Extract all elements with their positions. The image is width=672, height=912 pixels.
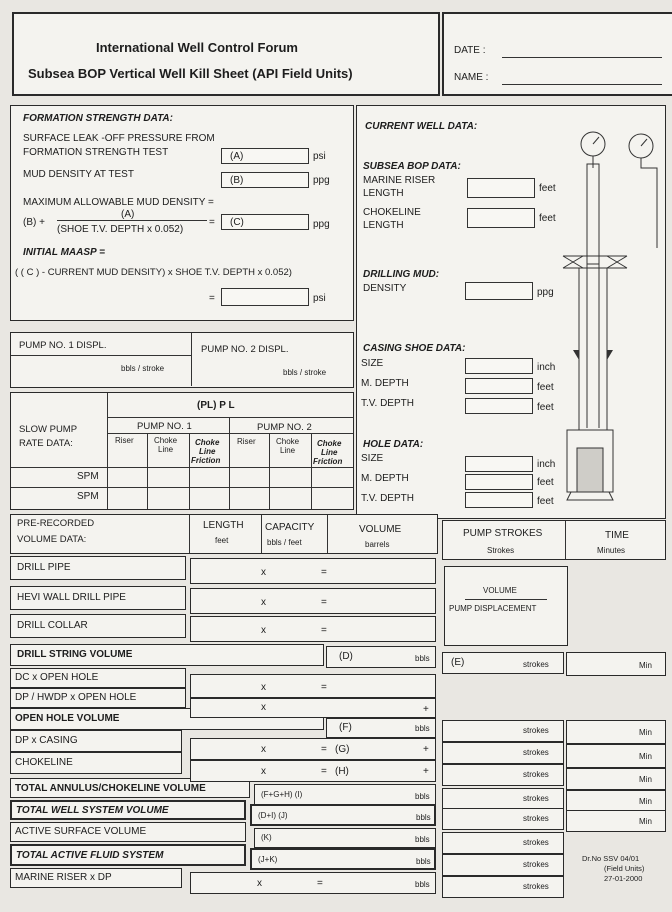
capacity-unit: bbls / feet — [267, 538, 302, 547]
row-hwdp: HEVI WALL DRILL PIPE — [10, 586, 186, 610]
equals-sign-2: = — [209, 293, 215, 304]
strokes-5[interactable]: strokes — [442, 808, 564, 830]
leak-off-pressure-input[interactable]: (A) — [221, 148, 309, 164]
form-title: International Well Control Forum — [96, 40, 298, 55]
feet-unit: feet — [539, 183, 556, 194]
name-line[interactable] — [502, 84, 662, 85]
hole-size-input[interactable] — [465, 456, 533, 472]
calc-active-surface[interactable]: (K) bbls — [254, 828, 436, 848]
line-col-2: Line — [280, 446, 296, 455]
calc-chokeline[interactable]: x = (H) + — [190, 760, 436, 782]
calc-drill-string-volume[interactable]: (D) bbls — [326, 646, 436, 668]
drilling-mud-title: DRILLING MUD: — [363, 269, 440, 280]
date-label: DATE : — [454, 45, 486, 56]
mamd-label: MAXIMUM ALLOWABLE MUD DENSITY = — [23, 197, 214, 208]
pump1-unit[interactable]: bbls / stroke — [121, 364, 165, 373]
casing-mdepth-input[interactable] — [465, 378, 533, 394]
slow-pump-label-1: SLOW PUMP — [19, 424, 78, 435]
min-2[interactable]: Min — [566, 744, 666, 768]
pre-recorded-label-2: VOLUME DATA: — [17, 534, 87, 545]
calc-marine-riser-dp[interactable]: x = bbls — [190, 872, 436, 894]
slop-label-1: SURFACE LEAK -OFF PRESSURE FROM — [23, 133, 215, 144]
casing-tvdepth-label: T.V. DEPTH — [361, 398, 414, 409]
time-header: TIME — [605, 530, 629, 541]
calc-dp-open-hole[interactable]: x + — [190, 698, 436, 718]
formation-strength-section — [10, 105, 354, 321]
spm-row-1: SPM — [77, 471, 99, 482]
volume-header: VOLUME — [359, 524, 402, 535]
pre-recorded-label-1: PRE-RECORDED — [17, 518, 95, 529]
row-marine-riser-dp: MARINE RISER x DP — [10, 868, 182, 888]
maasp-input[interactable] — [221, 288, 309, 306]
choke-col-2: Choke — [276, 437, 300, 446]
row-drill-collar: DRILL COLLAR — [10, 614, 186, 638]
riser-col-1: Riser — [115, 436, 134, 445]
calc-drill-pipe[interactable]: x = — [190, 558, 436, 584]
strokes-7[interactable]: strokes — [442, 854, 564, 876]
capacity-header: CAPACITY — [265, 522, 315, 533]
maasp-label: INITIAL MAASP = — [23, 247, 105, 258]
density-input[interactable] — [465, 282, 533, 300]
a-numerator: (A) — [121, 209, 135, 220]
well-schematic-diagram — [553, 128, 669, 508]
hole-tvdepth-label: T.V. DEPTH — [361, 493, 414, 504]
date-name-box — [442, 12, 672, 96]
pre-recorded-header — [10, 514, 438, 554]
hole-size-label: SIZE — [361, 453, 384, 464]
calc-total-well-system[interactable]: (D+I) (J) bbls — [250, 804, 436, 826]
choke-col-1: Choke — [154, 436, 178, 445]
pump-displacement-section — [10, 332, 354, 388]
choke-friction-2a: Choke — [317, 439, 342, 448]
vol-numerator: VOLUME — [483, 586, 517, 595]
row-dc-open-hole: DC x OPEN HOLE — [10, 668, 186, 688]
riser-label-1: MARINE RISER — [363, 175, 436, 186]
feet-unit-3: feet — [537, 382, 554, 393]
date-line[interactable] — [502, 57, 662, 58]
row-open-hole-volume: OPEN HOLE VOLUME — [10, 708, 324, 730]
shoe-divisor: (SHOE T.V. DEPTH x 0.052) — [57, 224, 184, 235]
casing-size-input[interactable] — [465, 358, 533, 374]
casing-shoe-title: CASING SHOE DATA: — [363, 343, 466, 354]
calc-total-active-fluid[interactable]: (J+K) bbls — [250, 848, 436, 870]
min-4[interactable]: Min — [566, 790, 666, 812]
strokes-unit: Strokes — [487, 546, 515, 555]
strokes-2[interactable]: strokes — [442, 742, 564, 764]
calc-hwdp[interactable]: x = — [190, 588, 436, 614]
slow-pump-label-2: RATE DATA: — [19, 438, 73, 449]
min-3[interactable]: Min — [566, 768, 666, 790]
ppg-unit-2: ppg — [313, 219, 330, 230]
pump2-displ-label: PUMP NO. 2 DISPL. — [201, 344, 289, 355]
calc-total-annulus[interactable]: (F+G+H) (I) bbls — [254, 784, 436, 806]
choke-friction-2c: Friction — [313, 457, 343, 466]
length-header: LENGTH — [203, 520, 244, 531]
psi-unit: psi — [313, 151, 326, 162]
hole-tvdepth-input[interactable] — [465, 492, 533, 508]
inch-unit-2: inch — [537, 459, 556, 470]
form-subtitle: Subsea BOP Vertical Well Kill Sheet (API Field Units) — [28, 66, 353, 81]
min-5[interactable]: Min — [566, 810, 666, 832]
strokes-6[interactable]: strokes — [442, 832, 564, 854]
strokes-e[interactable]: (E) strokes — [442, 652, 564, 674]
choke-friction-1c: Friction — [191, 456, 221, 465]
calc-dp-casing[interactable]: x = (G) + — [190, 738, 436, 760]
density-label: DENSITY — [363, 283, 407, 294]
strokes-time-header — [442, 520, 666, 560]
riser-length-input[interactable] — [467, 178, 535, 198]
row-drill-pipe: DRILL PIPE — [10, 556, 186, 580]
row-drill-string-volume: DRILL STRING VOLUME — [10, 644, 324, 666]
strokes-1[interactable]: strokes — [442, 720, 564, 742]
calc-drill-collar[interactable]: x = — [190, 616, 436, 642]
choke-friction-1a: Choke — [195, 438, 220, 447]
row-dp-casing: DP x CASING — [10, 730, 182, 752]
row-active-surface: ACTIVE SURFACE VOLUME — [10, 822, 246, 842]
min-e[interactable]: Min — [566, 652, 666, 676]
calc-dc-open-hole[interactable]: x = — [190, 674, 436, 698]
length-unit: feet — [215, 536, 229, 545]
slop-label-2: FORMATION STRENGTH TEST — [23, 147, 169, 158]
mud-density-input[interactable]: (B) — [221, 172, 309, 188]
feet-unit-5: feet — [537, 477, 554, 488]
inch-unit: inch — [537, 362, 556, 373]
pump-strokes-header: PUMP STROKES — [463, 528, 543, 539]
b-plus: (B) + — [23, 217, 45, 228]
row-dp-open-hole: DP / HWDP x OPEN HOLE — [10, 688, 186, 708]
row-total-annulus: TOTAL ANNULUS/CHOKELINE VOLUME — [10, 778, 250, 798]
hole-mdepth-label: M. DEPTH — [361, 473, 409, 484]
volume-unit: barrels — [365, 540, 390, 549]
mud-density-label: MUD DENSITY AT TEST — [23, 169, 134, 180]
strokes-3[interactable]: strokes — [442, 764, 564, 786]
drawing-ref-1: Dr.No SSV 04/01 — [582, 854, 640, 863]
chokeline-label-1: CHOKELINE — [363, 207, 421, 218]
fraction-line — [57, 220, 207, 221]
minutes-unit: Minutes — [597, 546, 626, 555]
ppg-unit-3: ppg — [537, 287, 554, 298]
drawing-ref-2: (Field Units) — [604, 864, 645, 873]
riser-label-2: LENGTH — [363, 188, 404, 199]
feet-unit-2: feet — [539, 213, 556, 224]
strokes-8[interactable]: strokes — [442, 876, 564, 898]
title-box — [12, 12, 440, 96]
row-total-active-fluid: TOTAL ACTIVE FLUID SYSTEM — [10, 844, 246, 866]
min-1[interactable]: Min — [566, 720, 666, 744]
ppg-unit: ppg — [313, 175, 330, 186]
calc-open-hole-volume[interactable]: (F) bbls — [326, 718, 436, 738]
choke-friction-1b: Line — [199, 447, 216, 456]
pl-label: (PL) P L — [197, 400, 235, 411]
name-label: NAME : — [454, 72, 489, 83]
chokeline-length-input[interactable] — [467, 208, 535, 228]
riser-col-2: Riser — [237, 437, 256, 446]
slow-pump-rate-section — [10, 392, 354, 510]
current-well-section — [356, 105, 666, 519]
hole-mdepth-input[interactable] — [465, 474, 533, 490]
pump-no2-label: PUMP NO. 2 — [257, 422, 312, 433]
formation-title: FORMATION STRENGTH DATA: — [23, 113, 173, 124]
pump-no1-label: PUMP NO. 1 — [137, 421, 192, 432]
maasp-formula: ( ( C ) - CURRENT MUD DENSITY) x SHOE T.V. DEPTH x 0.052) — [15, 267, 292, 278]
pump-displacement-denominator: PUMP DISPLACEMENT — [449, 604, 537, 613]
strokes-4[interactable]: strokes — [442, 788, 564, 810]
current-well-title: CURRENT WELL DATA: — [365, 121, 478, 132]
row-total-well-system: TOTAL WELL SYSTEM VOLUME — [10, 800, 246, 820]
mamd-input[interactable]: (C) — [221, 214, 309, 230]
drawing-ref-3: 27-01-2000 — [604, 874, 643, 883]
casing-mdepth-label: M. DEPTH — [361, 378, 409, 389]
spm-row-2: SPM — [77, 491, 99, 502]
subsea-bop-title: SUBSEA BOP DATA: — [363, 161, 461, 172]
row-chokeline: CHOKELINE — [10, 752, 182, 774]
psi-unit-2: psi — [313, 293, 326, 304]
pump2-unit[interactable]: bbls / stroke — [283, 368, 327, 377]
casing-tvdepth-input[interactable] — [465, 398, 533, 414]
volume-pump-displacement-box — [444, 566, 568, 646]
feet-unit-4: feet — [537, 402, 554, 413]
choke-friction-2b: Line — [321, 448, 338, 457]
feet-unit-6: feet — [537, 496, 554, 507]
line-col-1: Line — [158, 445, 174, 454]
hole-data-title: HOLE DATA: — [363, 439, 424, 450]
equals-sign: = — [209, 217, 215, 228]
casing-size-label: SIZE — [361, 358, 384, 369]
pump1-displ-label: PUMP NO. 1 DISPL. — [19, 340, 107, 351]
chokeline-label-2: LENGTH — [363, 220, 404, 231]
